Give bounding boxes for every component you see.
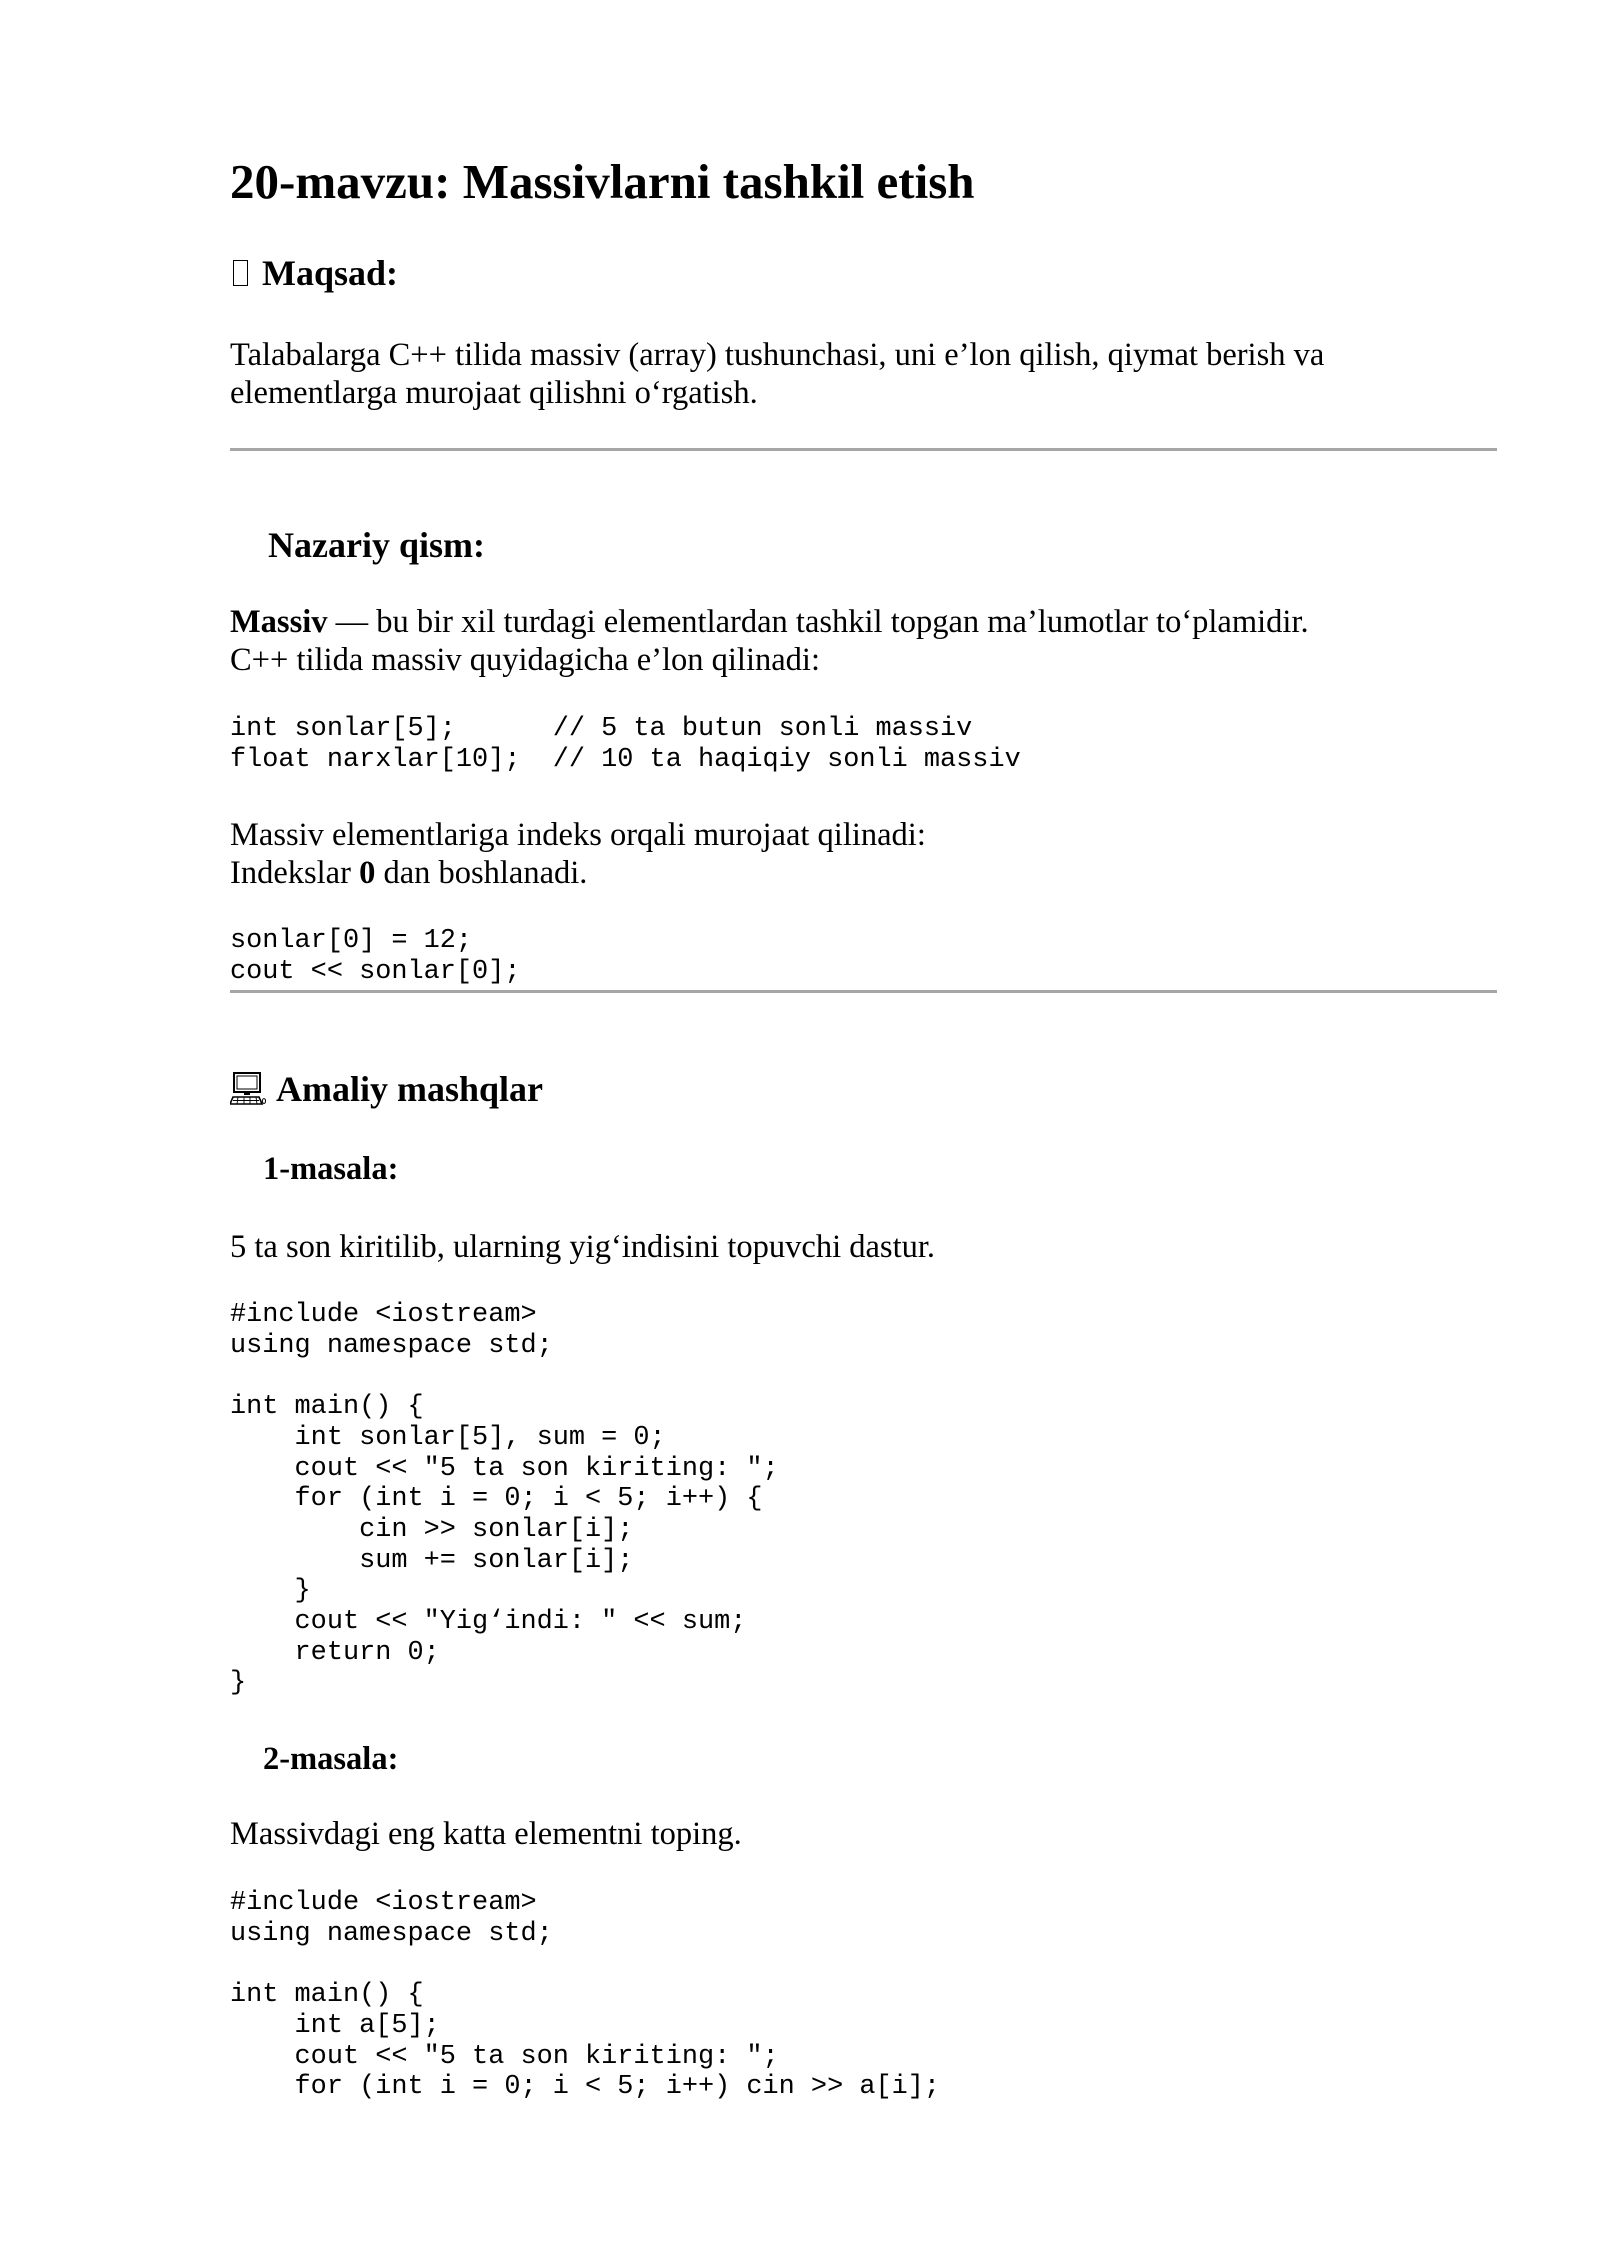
horizontal-rule: [230, 990, 1497, 993]
task-2-label: 2-masala:: [263, 1741, 399, 1777]
task-1-code-block: #include <iostream> using namespace std; int main() { int sonlar[5], sum = 0; cout << "5 ta son kiriting: "; for (int i = 0; i < 5; i++) { cin >> sonlar[i]; sum += sonlar[i]; } cout << "Yig‘indi: " << sum; return 0; }: [230, 1300, 779, 1699]
task-2-description: [230, 1815, 742, 1853]
computer-icon: [230, 1072, 266, 1106]
index-zero-bold: 0: [359, 855, 376, 891]
index-prefix: Indekslar: [230, 855, 360, 891]
page-title: 20-mavzu: Massivlarni tashkil etish: [230, 154, 975, 209]
maqsad-line-2: elementlarga murojaat qilishni o‘rgatish.: [230, 375, 758, 411]
task-1-label: 1-masala:: [263, 1151, 399, 1187]
nazariy-intro-line-1: [230, 603, 1309, 641]
access-code-block: sonlar[0] = 12; cout << sonlar[0];: [230, 926, 521, 987]
horizontal-rule: [230, 448, 1497, 451]
task-1-description-text: 5 ta son kiritilib, ularning yig‘indisini topuvchi dastur.: [230, 1229, 936, 1265]
task-2-description-text: Massivdagi eng katta elementni toping.: [230, 1816, 742, 1852]
nazariy-intro-line-2: C++ tilida massiv quyidagicha e’lon qilinadi:: [230, 642, 820, 678]
index-paragraph: [230, 816, 926, 892]
nazariy-intro-paragraph: [230, 603, 1309, 679]
declaration-code-block: int sonlar[5]; // 5 ta butun sonli massiv float narxlar[10]; // 10 ta haqiqiy sonli massiv: [230, 714, 1021, 775]
nazariy-heading: Nazariy qism:: [268, 525, 485, 565]
task-2-code-block: #include <iostream> using namespace std; int main() { int a[5]; cout << "5 ta son kiriting: "; for (int i = 0; i < 5; i++) cin >> a[i];: [230, 1888, 941, 2103]
maqsad-paragraph: [230, 336, 1324, 412]
missing-glyph-icon: [233, 260, 248, 286]
term-bold: Massiv: [230, 604, 328, 640]
index-line-1: Massiv elementlariga indeks orqali murojaat qilinadi:: [230, 817, 926, 853]
task-1-description: [230, 1228, 935, 1266]
maqsad-heading: Maqsad:: [262, 253, 399, 293]
maqsad-line-1: Talabalarga C++ tilida massiv (array) tushunchasi, uni e’lon qilish, qiymat berish va: [230, 337, 1325, 373]
index-suffix: dan boshlanadi.: [375, 855, 588, 891]
term-definition: — bu bir xil turdagi elementlardan tashkil topgan ma’lumotlar to‘plamidir.: [327, 604, 1309, 640]
amaliy-heading: Amaliy mashqlar: [276, 1069, 544, 1109]
index-line-2: [230, 854, 926, 892]
